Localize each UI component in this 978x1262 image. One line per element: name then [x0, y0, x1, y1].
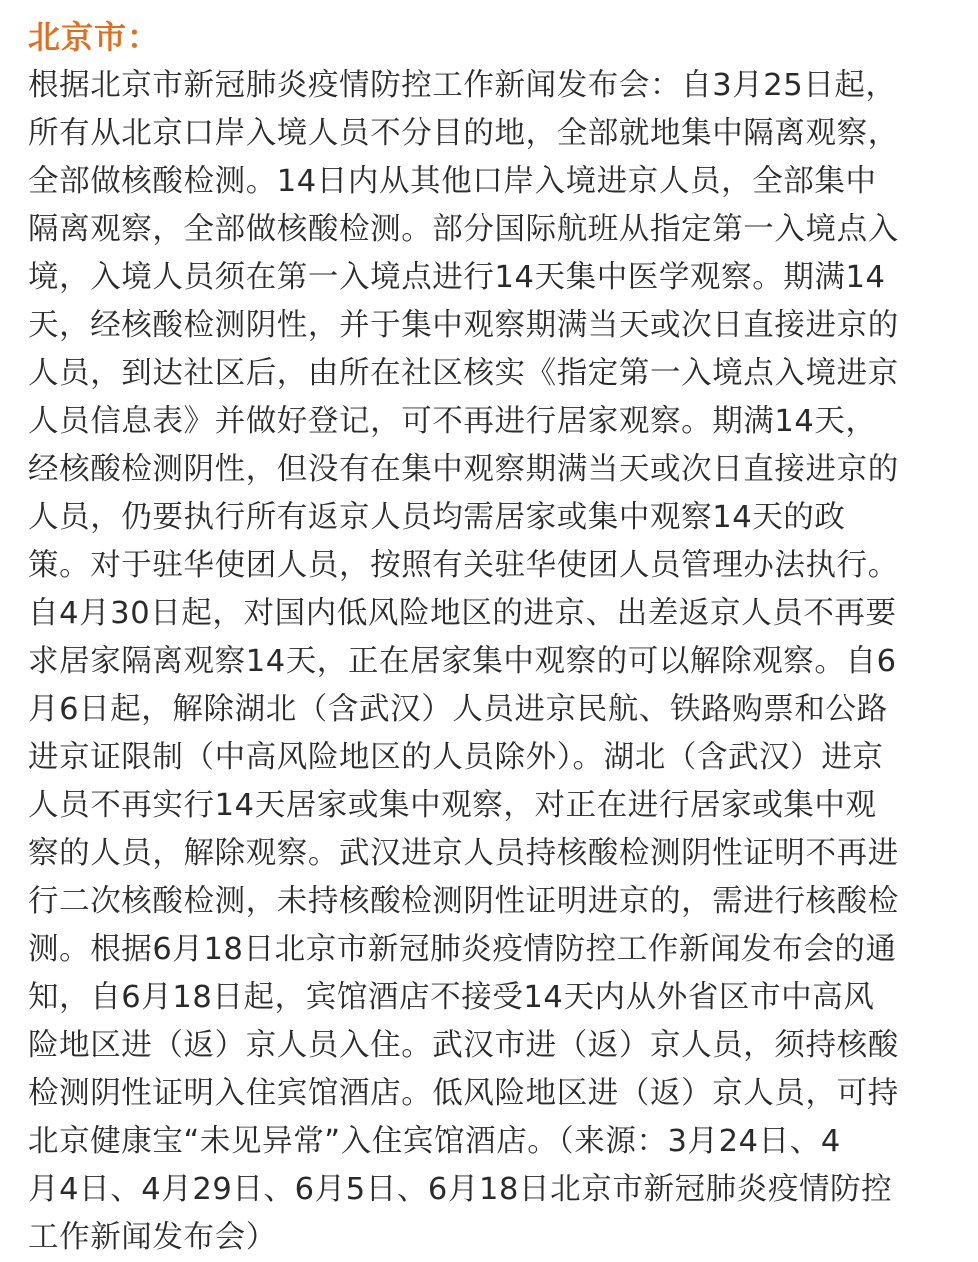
paragraph-line: 北京健康宝“未见异常”入住宾馆酒店。（来源：3月24日、4 [28, 1124, 841, 1159]
paragraph-line: 检测阴性证明入住宾馆酒店。低风险地区进（返）京人员，可持 [28, 1076, 899, 1111]
paragraph-line: 经核酸检测阴性，但没有在集中观察期满当天或次日直接进京的 [28, 452, 899, 487]
section-heading: 北京市： [28, 18, 161, 56]
paragraph-line: 隔离观察，全部做核酸检测。部分国际航班从指定第一入境点入 [28, 212, 899, 247]
paragraph-line: 求居家隔离观察14天，正在居家集中观察的可以解除观察。自6 [28, 644, 897, 679]
paragraph-line: 工作新闻发布会） [28, 1220, 277, 1255]
paragraph-line: 境，入境人员须在第一入境点进行14天集中医学观察。期满14 [28, 260, 886, 295]
paragraph-line: 人员，到达社区后，由所在社区核实《指定第一入境点入境进京 [28, 356, 899, 391]
paragraph-line: 人员信息表》并做好登记，可不再进行居家观察。期满14天， [28, 404, 877, 439]
paragraph-line: 险地区进（返）京人员入住。武汉市进（返）京人员，须持核酸 [28, 1028, 899, 1063]
paragraph-line: 人员，仍要执行所有返京人员均需居家或集中观察14天的政 [28, 500, 846, 535]
paragraph-line: 人员不再实行14天居家或集中观察，对正在进行居家或集中观 [28, 788, 877, 823]
paragraph-line: 根据北京市新冠肺炎疫情防控工作新闻发布会：自3月25日起， [28, 68, 897, 103]
paragraph-line: 月6日起，解除湖北（含武汉）人员进京民航、铁路购票和公路 [28, 692, 888, 727]
paragraph-line: 所有从北京口岸入境人员不分目的地，全部就地集中隔离观察， [28, 116, 899, 151]
paragraph-line: 察的人员，解除观察。武汉进京人员持核酸检测阴性证明不再进 [28, 836, 899, 871]
paragraph-line: 测。根据6月18日北京市新冠肺炎疫情防控工作新闻发布会的通 [28, 932, 897, 967]
paragraph-line: 月4日、4月29日、6月5日、6月18日北京市新冠肺炎疫情防控 [28, 1172, 893, 1207]
paragraph-line: 全部做核酸检测。14日内从其他口岸入境进京人员，全部集中 [28, 164, 877, 199]
paragraph-line: 自4月30日起，对国内低风险地区的进京、出差返京人员不再要 [28, 596, 897, 631]
paragraph-line: 行二次核酸检测，未持核酸检测阴性证明进京的，需进行核酸检 [28, 884, 899, 919]
paragraph-line: 天，经核酸检测阴性，并于集中观察期满当天或次日直接进京的 [28, 308, 899, 343]
paragraph-line: 进京证限制（中高风险地区的人员除外）。湖北（含武汉）进京 [28, 740, 884, 775]
article-body [28, 0, 968, 1262]
paragraph-line: 策。对于驻华使团人员，按照有关驻华使团人员管理办法执行。 [28, 548, 899, 583]
paragraph-line: 知，自6月18日起，宾馆酒店不接受14天内从外省区市中高风 [28, 980, 875, 1015]
